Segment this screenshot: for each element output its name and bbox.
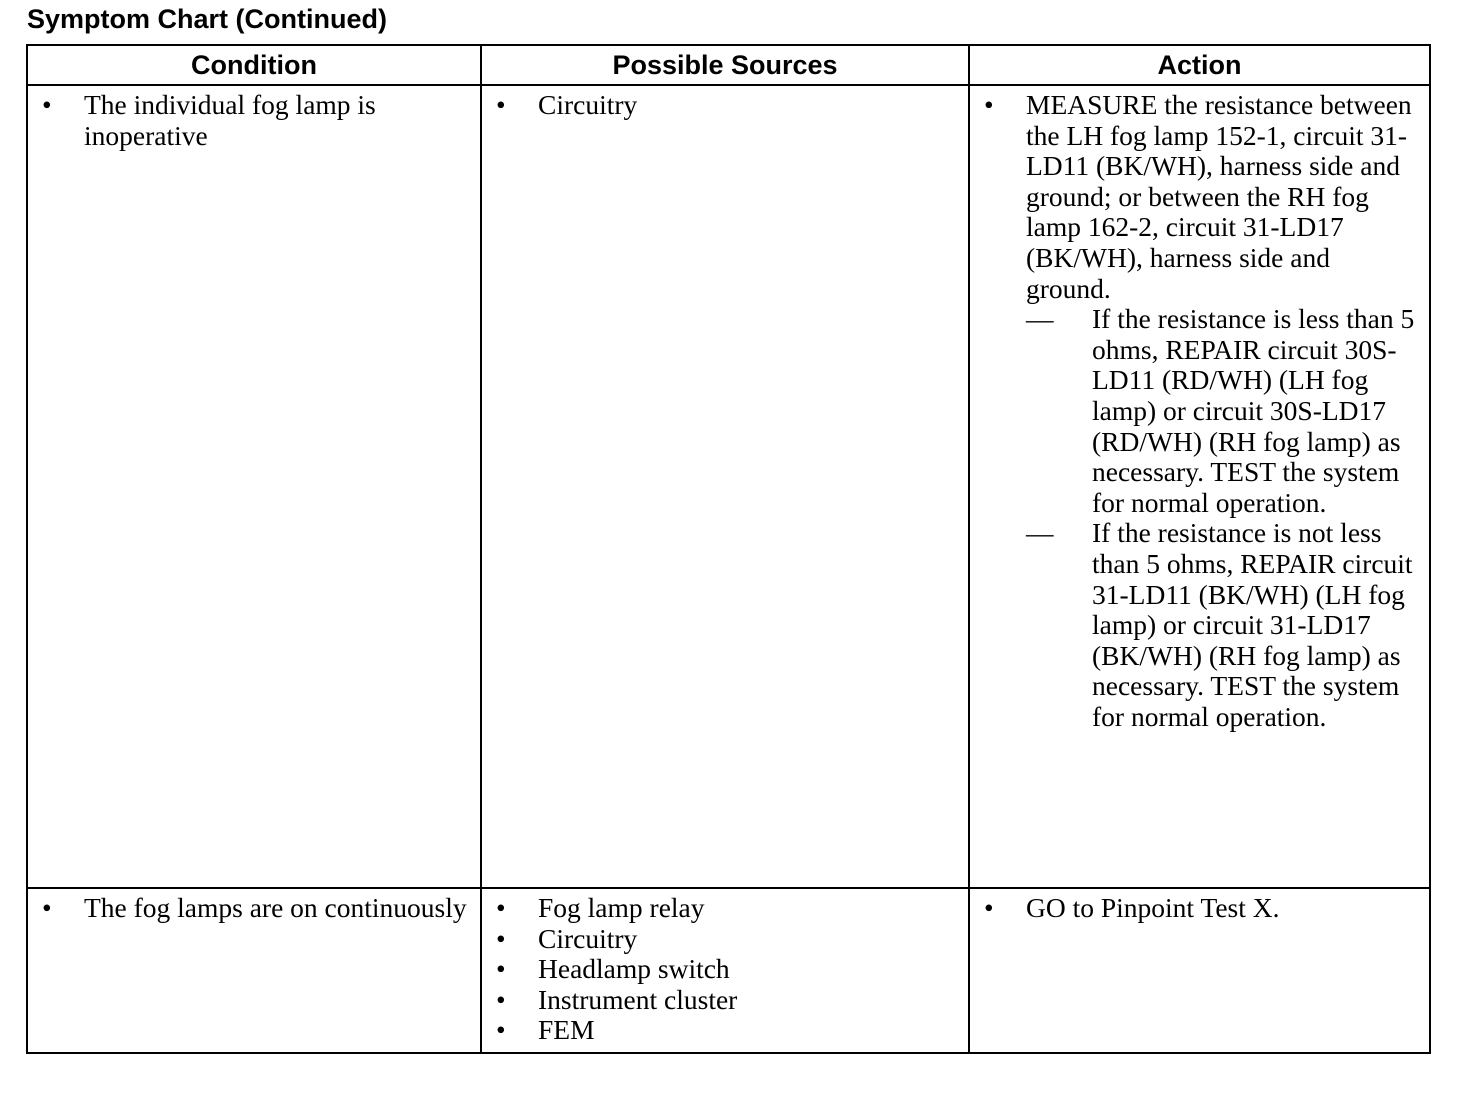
chart-title: Symptom Chart (Continued) [27,4,387,34]
condition-cell [27,888,481,1053]
action-sub-list [1026,304,1419,732]
action-sub-item: — If the resistance is not less than 5 ohms, REPAIR circuit 31-LD11 (BK/WH) (LH fog lamp) or circuit 31-LD17 (BK/WH) (RH fog lamp) as necessary. TEST the system for normal operation. [1026,518,1419,732]
action-cell [969,85,1430,888]
source-item: • Circuitry [496,90,958,121]
action-item: • GO to Pinpoint Test X. [984,893,1419,924]
action-cell [969,888,1430,1053]
condition-item: • The fog lamps are on continuously [42,893,470,924]
header-row [27,45,1430,85]
header-possible-sources: Possible Sources [481,45,969,85]
table-row [27,85,1430,888]
action-item [984,90,1419,732]
sources-cell [481,85,969,888]
condition-item: • The individual fog lamp is inoperative [42,90,470,151]
header-action: Action [969,45,1430,85]
header-condition: Condition [27,45,481,85]
action-sub-item: — If the resistance is less than 5 ohms, REPAIR circuit 30S-LD11 (RD/WH) (LH fog lamp) or circuit 30S-LD17 (RD/WH) (RH fog lamp) as necessary. TEST the system for normal operation. [1026,304,1419,518]
source-item: • FEM [496,1015,958,1046]
condition-cell [27,85,481,888]
action-main-text: • MEASURE the resistance between the LH fog lamp 152-1, circuit 31-LD11 (BK/WH), harness side and ground; or between the RH fog lamp 162-2, circuit 31-LD17 (BK/WH), harness side and ground. [1026,89,1412,304]
sources-cell [481,888,969,1053]
source-item: • Circuitry [496,924,958,955]
symptom-table [26,44,1431,1054]
source-item: • Headlamp switch [496,954,958,985]
table-row [27,888,1430,1053]
source-item: • Instrument cluster [496,985,958,1016]
source-item: • Fog lamp relay [496,893,958,924]
